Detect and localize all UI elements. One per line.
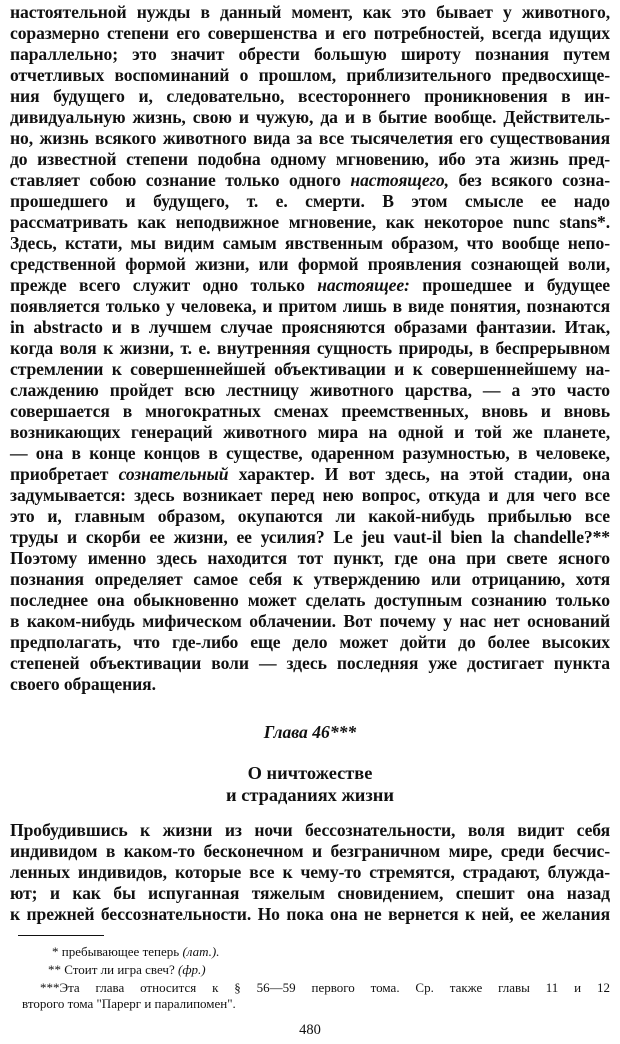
text-line: — она в конце концов в существе, одаренном разумностью, в человеке, [10,443,610,463]
text-segment: без всякого созна- [458,170,610,190]
footnote-2 [48,962,206,978]
text-line: средственной формой жизни, или формой проявления сознающей воли, [10,254,610,274]
text-line: к прежней бессознательности. Но пока она не вернется к ней, ее желания [10,904,610,924]
italic-term: настоящего, [350,170,449,190]
text-line: ленных индивидов, которые все к чему-то стремятся, страдают, блужда- [10,862,610,882]
text-line: in abstracto и в лучшем случае проясняются образами фантазии. Итак, [10,317,610,337]
text-line: соразмерно степени его совершенства и его потребностей, всегда идущих [10,23,610,43]
text-line: последнее она обыкновенно может сделать доступным сознанию только [10,590,610,610]
text-line: ют; и как бы испуганная тяжелым сновидением, спешит она назад [10,883,610,903]
page-number: 480 [299,1022,321,1038]
text-line: своего обращения. [10,674,156,694]
text-segment: прежде всего служит одно только [10,275,305,295]
footnote-1 [52,944,219,960]
footnote-3-line1: ***Эта глава относится к § 56—59 первого тома. Ср. также главы 11 и 12 [40,980,610,995]
italic-term: сознательный [118,464,229,484]
text-line: дивидуальную жизнь, свою и чужую, да и в бытие вообще. Действитель- [10,107,610,127]
text-line: слаждению пройдет всю лестницу животного царства, — а это часто [10,380,610,400]
text-segment: приобретает [10,464,109,484]
text-line: Поэтому именно здесь находится тот пункт, где она при свете ясного [10,548,610,568]
chapter-title-line2: и страданиях жизни [226,785,394,805]
chapter-heading: Глава 46*** [263,722,357,742]
text-line: но, жизнь всякого животного вида за все тысячелетия его существования [10,128,610,148]
text-line: степеней объективации воли — здесь последняя уже достигает пункта [10,653,610,673]
text-line: труды и скорби ее жизни, ее усилия? Le jeu vaut-il bien la chandelle?** [10,527,610,547]
text-line: прошедшего и будущего, т. е. смерти. В этом смысле ее надо [10,191,610,211]
text-line: отчетливых воспоминаний о прошлом, приблизительного предвосхище- [10,65,610,85]
text-line: параллельно; это значит обрести большую широту познания путем [10,44,610,64]
text-line: ния будущего и, следовательно, всестороннего проникновения в ин- [10,86,610,106]
footnote-divider [18,935,104,936]
text-line: рассматривать как неподвижное мгновение, как некоторое nunc stans*. [10,212,610,232]
footnote-language: (лат.). [182,944,220,959]
text-segment: ставляет собою сознание только одного [10,170,341,190]
text-line: Пробудившись к жизни из ночи бессознательности, воля видит себя [10,820,610,840]
footnote-text: * пребывающее теперь [52,944,180,959]
text-line: до известной степени подобна одному мгновению, ибо эта жизнь пред- [10,149,610,169]
text-line: познания определяет самое себя к утверждению или отрицанию, хотя [10,569,610,589]
text-line: индивидом в каком-то бесконечном и безграничном мире, среди бесчис- [10,841,610,861]
text-line: предполагать, что где-либо еще дело может дойти до более высоких [10,632,610,652]
text-line: это и, главным образом, окупаются ли какой-нибудь прибылью все [10,506,610,526]
text-line [10,170,610,191]
text-line: стремлении к совершеннейшей объективации и к совершеннейшему на- [10,359,610,379]
text-line [10,464,610,485]
text-line: в каком-нибудь мифическом облачении. Вот почему у нас нет оснований [10,611,610,631]
text-line: Здесь, кстати, мы видим самым явственным образом, что вообще непо- [10,233,610,253]
text-line: когда воля к жизни, т. е. внутренняя сущность природы, в беспрерывном [10,338,610,358]
text-line: совершается в многократных сменах преемственных, вновь и вновь [10,401,610,421]
text-line: появляется только у человека, и притом лишь в виде понятия, познаются [10,296,610,316]
text-line: настоятельной нужды в данный момент, как это бывает у животного, [10,2,610,22]
footnote-3-line2: второго тома "Парерг и паралипомен". [22,996,236,1011]
text-line [10,275,610,296]
text-segment: прошедшее и будущее [422,275,610,295]
footnote-language: (фр.) [178,962,206,977]
text-segment: характер. И вот здесь, на этой стадии, она [238,464,610,484]
footnote-text: ** Стоит ли игра свеч? [48,962,175,977]
chapter-title-line1: О ничтожестве [247,763,373,783]
italic-term: настоящее: [317,275,410,295]
text-line: возникающих генераций животного мира на одной и той же планете, [10,422,610,442]
text-line: задумывается: здесь возникает перед нею вопрос, откуда и для чего все [10,485,610,505]
